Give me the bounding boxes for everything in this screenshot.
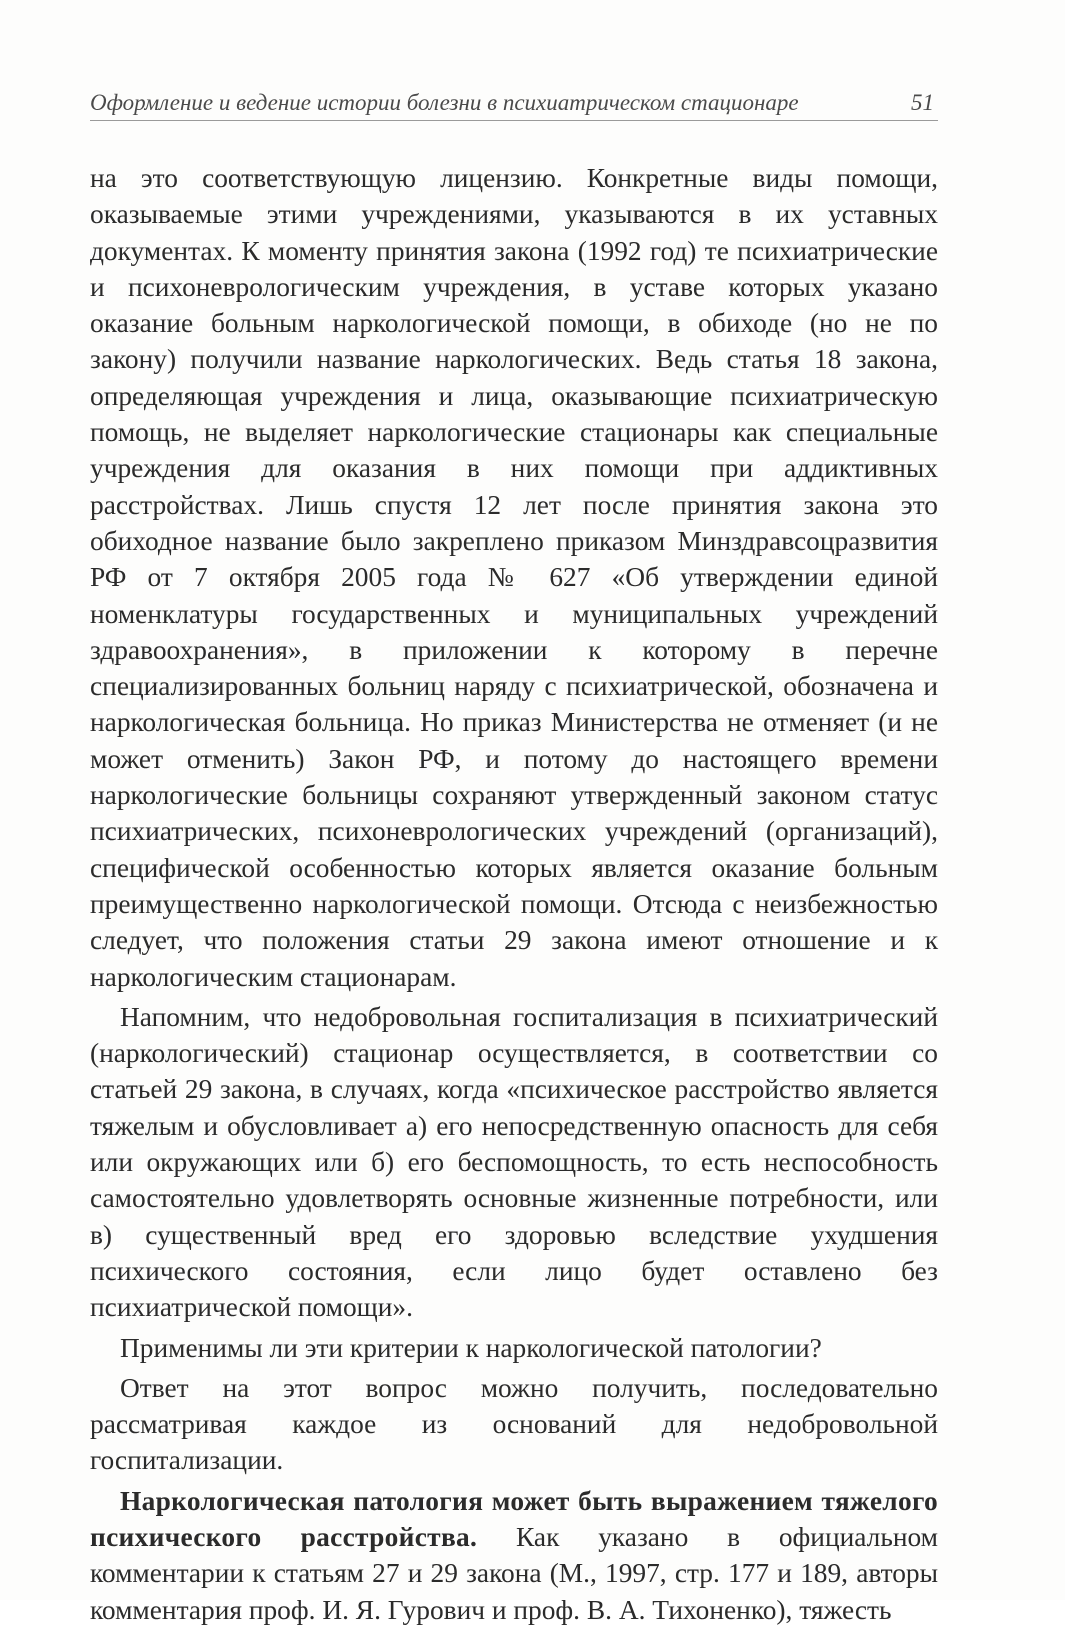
paragraph-5-text: Как указано в официальном комментарии к статьям 27 и 29 закона (М., 1997, стр. 177 и 189, авторы комментария проф. И. Я. Гурович и проф. В. А. Тихоненко), тяжесть bbox=[90, 1521, 939, 1625]
running-header bbox=[90, 84, 938, 121]
paragraph-1: на это соответствующую лицензию. Конкретные виды помощи, оказываемые этими учреждениями, указываются в их уставных документах. К моменту принятия закона (1992 год) те психиатрические и психоневрологическим учреждения, в уставе которых указано оказание больным наркологической помощи, в обиходе (но не по закону) получили название наркологических. Ведь статья 18 закона, определяющая учреждения и лица, оказывающие психиатрическую помощь, не выделяет наркологические стационары как специальные учреждения для оказания в них помощи при аддиктивных расстройствах. Лишь спустя 12 лет после принятия закона это обиходное название было закреплено приказом Минздравсоцразвития РФ от 7 октября 2005 года № 627 «Об утверждении единой номенклатуры государственных и муниципальных учреждений здравоохранения», в приложении к которому в перечне специализированных больниц наряду с психиатрической, обозначена и наркологическая больница. Но приказ Министерства не отменяет (и не может отменить) Закон РФ, и потому до настоящего времени наркологические больницы сохраняют утвержденный законом статус психиатрических, психоневрологических учреждений (организаций), специфической особенностью которых является оказание больным преимущественно наркологической помощи. Отсюда с неизбежностью следует, что положения статьи 29 закона имеют отношение и к наркологическим стационарам. bbox=[90, 163, 938, 992]
running-title: Оформление и ведение истории болезни в психиатрическом стационаре bbox=[90, 90, 799, 115]
body-text bbox=[90, 160, 938, 1628]
paragraph-3: Применимы ли эти критерии к наркологической патологии? bbox=[120, 1332, 822, 1363]
page-number: 51 bbox=[911, 90, 934, 115]
paragraph-2: Напомним, что недобровольная госпитализация в психиатрический (наркологический) стационар осуществляется, в соответствии со статьей 29 закона, в случаях, когда «психическое расстройство является тяжелым и обусловливает а) его непосредственную опасность для себя или окружающих или б) его беспомощность, то есть неспособность самостоятельно удовлетворять основные жизненные потребности, или в) существенный вред его здоровью вследствие ухудшения психического состояния, если лицо будет оставлено без психиатрической помощи». bbox=[90, 1001, 938, 1323]
paragraph-5-bold-lead: Наркологическая патология может быть выражением тяжелого психического расстройства. bbox=[90, 1485, 938, 1552]
paragraph-5 bbox=[90, 1483, 938, 1628]
paragraph-4: Ответ на этот вопрос можно получить, последовательно рассматривая каждое из оснований для недобровольной госпитализации. bbox=[90, 1372, 938, 1476]
